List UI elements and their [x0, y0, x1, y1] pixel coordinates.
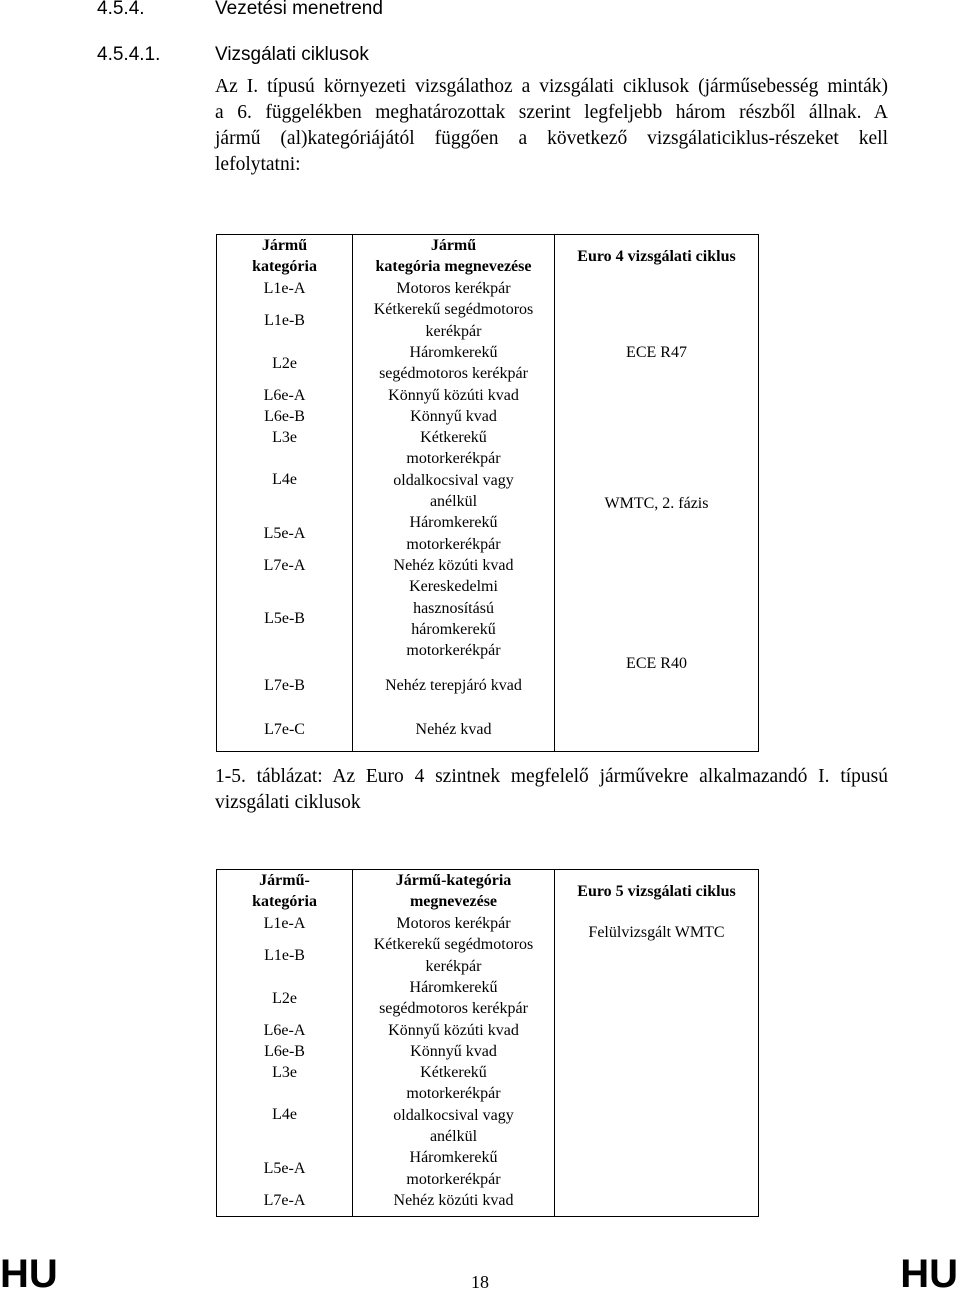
header-text: kategória: [252, 257, 317, 275]
header-text: Jármű: [261, 237, 308, 254]
name-cell-line: Háromkerekű: [409, 978, 498, 996]
header-text: Jármű-kategória: [395, 872, 512, 889]
caption-line: 1-5. táblázat: Az Euro 4 szintnek megfelelő járművekre alkalmazandó I. típusú: [215, 766, 888, 787]
category-cell: L5e-A: [263, 524, 306, 542]
category-cell: L3e: [272, 1064, 297, 1082]
category-cell: L7e-A: [263, 556, 306, 574]
category-cell: L3e: [272, 429, 297, 447]
name-cell-line: Könnyű kvad: [410, 407, 497, 425]
intro-line: Az I. típusú környezeti vizsgálathoz a vizsgálati ciklusok (járműsebesség minták): [215, 76, 888, 97]
name-cell-line: hasznosítású: [413, 599, 494, 617]
footer-hu-right: HU: [900, 1252, 958, 1296]
name-cell-line: kerékpár: [425, 957, 482, 975]
name-cell-line: segédmotoros kerékpár: [379, 1000, 528, 1018]
header-text: megnevezése: [409, 892, 498, 910]
table1-cycle: WMTC, 2. fázis: [604, 495, 709, 512]
header-text: kategória megnevezése: [375, 257, 532, 275]
name-cell-line: Kétkerekű segédmotoros: [373, 936, 534, 954]
category-cell: L1e-B: [264, 946, 305, 964]
name-cell-line: motorkerékpár: [406, 535, 501, 553]
category-cell: L7e-A: [263, 1191, 306, 1209]
name-cell-line: oldalkocsival vagy: [393, 1106, 514, 1124]
name-cell-line: motorkerékpár: [406, 1085, 501, 1103]
header-text: Jármű-: [259, 872, 310, 889]
category-cell: L6e-B: [264, 1042, 305, 1060]
heading-title-1: Vezetési menetrend: [215, 0, 383, 19]
table2-cycle: Felülvizsgált WMTC: [588, 924, 725, 941]
name-cell-line: anélkül: [429, 1128, 478, 1145]
intro-line: jármű (al)kategóriájától függően a következő vizsgálaticiklus-részeket kell: [215, 128, 888, 149]
header-text: Jármű: [430, 237, 477, 254]
category-cell: L7e-B: [264, 677, 305, 694]
name-cell-line: Nehéz közúti kvad: [393, 556, 514, 574]
name-cell-line: háromkerekű: [411, 620, 496, 638]
category-cell: L2e: [272, 989, 297, 1007]
category-cell: L6e-A: [263, 386, 306, 404]
name-cell-line: Nehéz terepjáró kvad: [385, 677, 522, 694]
heading-title-2: Vizsgálati ciklusok: [215, 44, 369, 65]
category-cell: L6e-A: [263, 1021, 306, 1039]
name-cell-line: motorkerékpár: [406, 450, 501, 468]
name-cell-line: Kétkerekű segédmotoros: [373, 301, 534, 319]
category-cell: L7e-C: [264, 721, 305, 738]
intro-paragraph: [215, 74, 888, 178]
name-cell-line: Kétkerekű: [420, 429, 487, 447]
table1-header-name: [353, 236, 554, 277]
table2-divider: [554, 869, 555, 1217]
category-cell: L4e: [272, 471, 297, 489]
page-number: 18: [471, 1272, 489, 1292]
category-cell: L5e-A: [263, 1159, 306, 1177]
caption-line: vizsgálati ciklusok: [215, 792, 361, 813]
header-text: kategória: [252, 892, 317, 910]
name-cell-line: kerékpár: [425, 322, 482, 340]
name-cell-line: oldalkocsival vagy: [393, 471, 514, 489]
footer-hu-left: HU: [0, 1252, 58, 1296]
name-cell-line: Nehéz közúti kvad: [393, 1191, 514, 1209]
name-cell-line: Könnyű közúti kvad: [388, 386, 519, 404]
category-cell: L1e-A: [263, 915, 306, 932]
category-cell: L5e-B: [264, 610, 305, 628]
table2-header-name: [353, 871, 554, 912]
heading-number-1: 4.5.4.: [97, 0, 145, 19]
name-cell-line: Kétkerekű: [420, 1064, 487, 1082]
name-cell-line: segédmotoros kerékpár: [379, 365, 528, 383]
category-cell: L2e: [272, 354, 297, 372]
name-cell-line: motorkerékpár: [406, 1170, 501, 1188]
table2-header-cycle: Euro 5 vizsgálati ciklus: [577, 883, 736, 900]
category-cell: L4e: [272, 1106, 297, 1124]
category-cell: L1e-A: [263, 280, 306, 297]
name-cell-line: motorkerékpár: [406, 642, 501, 660]
name-cell-line: Háromkerekű: [409, 1149, 498, 1167]
table2-header-category: [217, 871, 352, 912]
name-cell-line: Kereskedelmi: [409, 578, 498, 596]
name-cell-line: Háromkerekű: [409, 514, 498, 532]
name-cell-line: Motoros kerékpár: [396, 915, 511, 932]
category-cell: L1e-B: [264, 311, 305, 329]
table1-cycle: ECE R47: [626, 344, 687, 361]
name-cell-line: Könnyű kvad: [410, 1042, 497, 1060]
category-cell: L6e-B: [264, 407, 305, 425]
table1-caption: [215, 764, 888, 816]
intro-line: lefolytatni:: [215, 154, 301, 175]
name-cell-line: Könnyű közúti kvad: [388, 1021, 519, 1039]
intro-line: a 6. függelékben meghatározottak szerint legfeljebb három részből állnak. A: [215, 102, 888, 123]
name-cell-line: Nehéz kvad: [415, 721, 492, 738]
table1-divider: [554, 234, 555, 752]
name-cell-line: anélkül: [429, 493, 478, 510]
table1-header-category: [217, 236, 352, 277]
heading-number-2: 4.5.4.1.: [97, 44, 161, 65]
name-cell-line: Motoros kerékpár: [396, 280, 511, 297]
table1-cycle: ECE R40: [626, 655, 687, 672]
name-cell-line: Háromkerekű: [409, 343, 498, 361]
table1-header-cycle: Euro 4 vizsgálati ciklus: [577, 248, 736, 265]
